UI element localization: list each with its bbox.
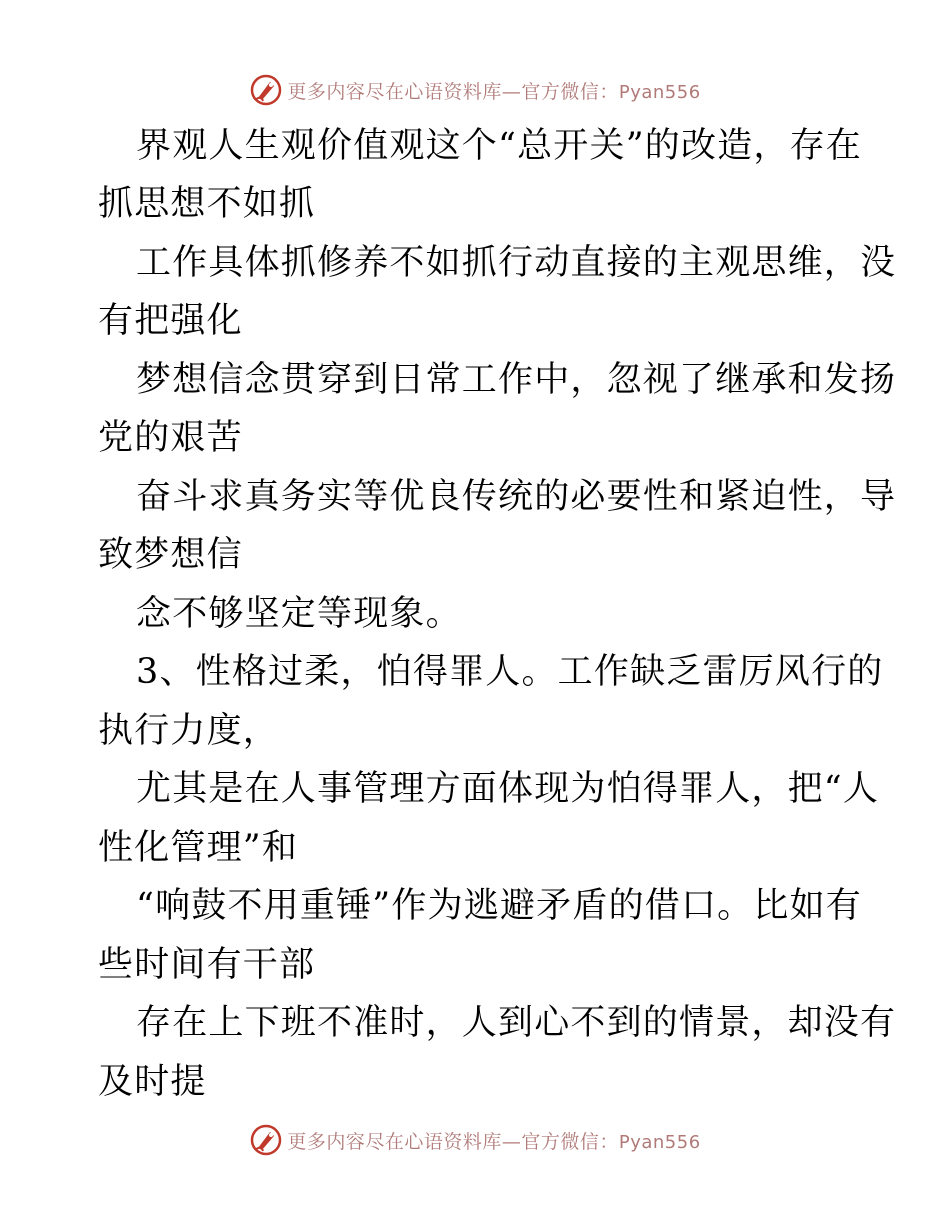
text-line: 界观人生观价值观这个“总开关”的改造，存在 <box>136 126 862 166</box>
text-line: 些时间有干部 <box>98 945 316 985</box>
pen-nib-logo-icon <box>249 73 283 107</box>
watermark-wechat-id: Pyan556 <box>618 81 701 103</box>
footer-watermark <box>0 1120 950 1160</box>
text-line: 念不够坚定等现象。 <box>136 594 462 634</box>
text-line: 尤其是在人事管理方面体现为怕得罪人，把“人 <box>136 769 880 809</box>
watermark-wechat-id: Pyan556 <box>618 1131 701 1153</box>
text-line: 执行力度， <box>98 711 280 751</box>
text-line: 党的艰苦 <box>98 418 243 458</box>
text-line: 有把强化 <box>98 301 243 341</box>
text-line: 奋斗求真务实等优良传统的必要性和紧迫性，导 <box>136 477 897 517</box>
pen-nib-logo-icon <box>249 1123 283 1157</box>
watermark-text: 更多内容尽在心语资料库—官方微信： <box>287 80 619 103</box>
text-line: 致梦想信 <box>98 535 243 575</box>
watermark-text: 更多内容尽在心语资料库—官方微信： <box>287 1130 619 1153</box>
text-line: 及时提 <box>98 1062 207 1102</box>
text-line: 工作具体抓修养不如抓行动直接的主观思维，没 <box>136 243 897 283</box>
text-line: 存在上下班不准时，人到心不到的情景，却没有 <box>136 1003 897 1043</box>
text-line: 抓思想不如抓 <box>98 184 316 224</box>
text-line: 性化管理”和 <box>98 828 299 868</box>
text-line: 3、性格过柔，怕得罪人。工作缺乏雷厉风行的 <box>136 652 884 692</box>
text-line: 梦想信念贯穿到日常工作中，忽视了继承和发扬 <box>136 360 897 400</box>
text-line: “响鼓不用重锤”作为逃避矛盾的借口。比如有 <box>136 886 862 926</box>
header-watermark <box>0 70 950 110</box>
